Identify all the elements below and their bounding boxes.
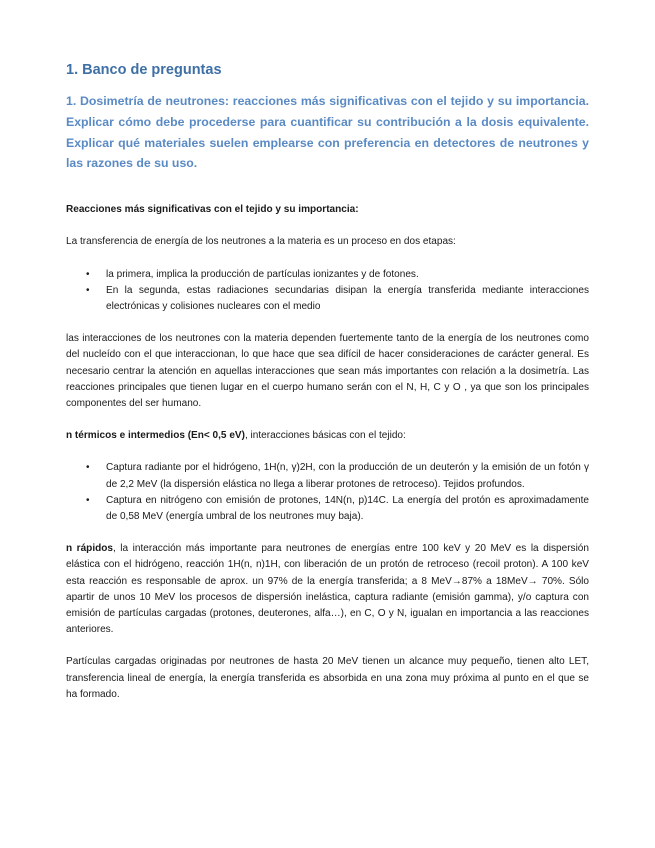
bullet-icon: • bbox=[86, 494, 90, 506]
bullet-icon: • bbox=[86, 462, 90, 474]
interactions-paragraph: las interacciones de los neutrones con la materia dependen fuertemente tanto de la energía de los neutrones como del nucleído con el que interaccionan, lo que hace que sea difícil de hacer consideraciones de carácter general. Es necesario centrar la atención en aquellas interacciones que sean más importantes con relación a la dosimetría. Las reacciones principales que tienen lugar en el cuerpo humano serán con el N, H, C y O , ya que son los principales componentes del ser humano. bbox=[66, 333, 589, 410]
list-item: • Captura en nitrógeno con emisión de protones, 14N(n, p)14C. La energía del protón es aproximadamente de 0,58 MeV (energía umbral de los neutrones muy baja). bbox=[86, 494, 589, 523]
stages-list bbox=[66, 267, 589, 316]
bullet-icon: • bbox=[86, 284, 90, 296]
thermal-reactions-list bbox=[66, 460, 589, 525]
thermal-neutrons-label: n térmicos e intermedios (En< 0,5 eV) bbox=[66, 430, 245, 442]
bullet-icon: • bbox=[86, 268, 90, 280]
subheading: Reacciones más significativas con el tejido y su importancia: bbox=[66, 204, 359, 216]
intro-paragraph: La transferencia de energía de los neutrones a la materia es un proceso en dos etapas: bbox=[66, 236, 456, 248]
charged-particles-paragraph: Partículas cargadas originadas por neutrones de hasta 20 MeV tienen un alcance muy pequeño, tienen alto LET, transferencia lineal de energía, la energía transferida es absorbida en una zona muy próxima al punto en el que se ha formado. bbox=[66, 656, 589, 700]
list-item: • la primera, implica la producción de partículas ionizantes y de fotones. bbox=[66, 267, 589, 283]
list-item: • En la segunda, estas radiaciones secundarias disipan la energía transferida mediante interacciones electrónicas y colisiones nucleares con el medio bbox=[86, 284, 589, 312]
fast-neutrons-label: n rápidos bbox=[66, 543, 113, 555]
question-heading: 1. Dosimetría de neutrones: reacciones más significativas con el tejido y su importancia. Explicar cómo debe procederse para cuantificar su contribución a la dosis equivalente. Explicar qué materiales suelen emplearse con preferencia en detectores de neutrones y las razones de su uso. bbox=[66, 94, 589, 171]
thermal-neutrons-paragraph: n térmicos e intermedios (En< 0,5 eV), interacciones básicas con el tejido: bbox=[66, 430, 406, 442]
section-title: 1. Banco de preguntas bbox=[66, 62, 222, 78]
list-item: • Captura radiante por el hidrógeno, 1H(n, γ)2H, con la producción de un deuterón y la emisión de un fotón γ de 2,2 MeV (la dispersión elástica no llega a liberar protones de retroceso). Tejidos profundos. bbox=[86, 462, 589, 490]
fast-neutrons-paragraph: n rápidos, la interacción más importante para neutrones de energías entre 100 keV y 20 MeV es la dispersión elástica con el hidrógeno, reacción 1H(n, n)1H, con liberación de un protón de retroceso (recoil proton). A 100 keV esta reacción es responsable de aprox. un 97% de la energía transferida; a 8 MeV→87% a 18MeV→ 70%. Sólo apartir de unos 10 MeV los procesos de dispersión inelástica, captura radiante (emisión gamma), y/o captura con emisión de partículas cargadas (protones, deuterones, alfa…), en C, O y N, igualan en importancia a las reacciones anteriores. bbox=[66, 543, 589, 636]
